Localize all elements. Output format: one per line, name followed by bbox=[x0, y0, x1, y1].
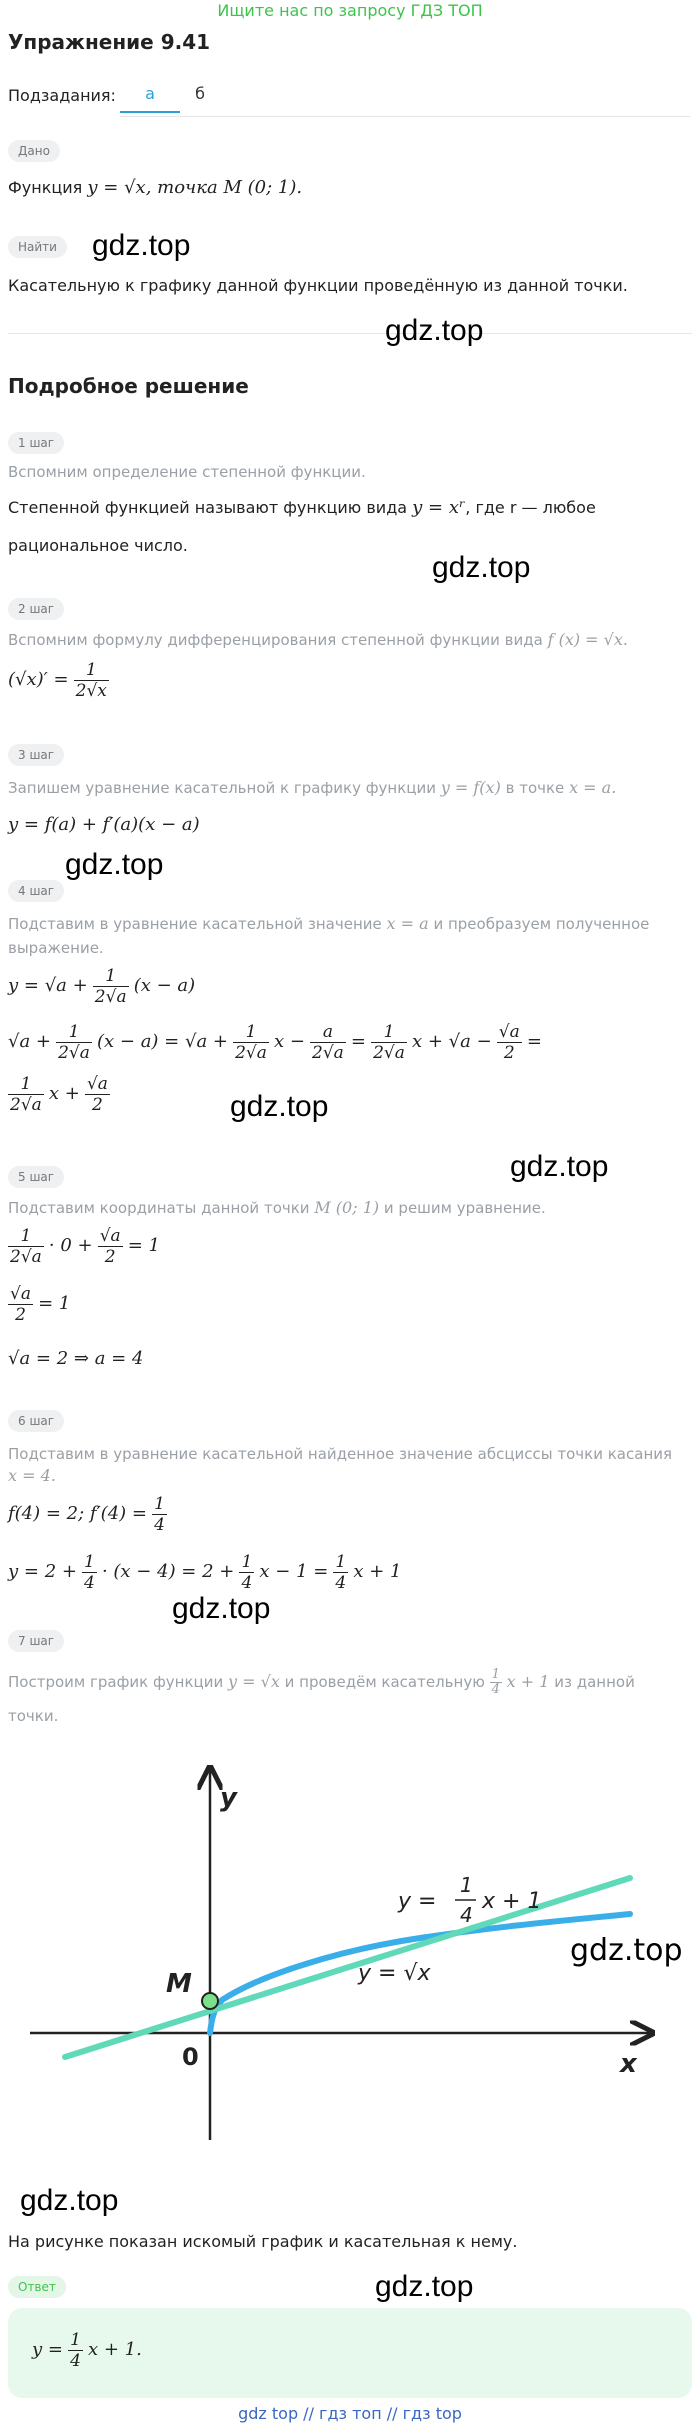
point-m bbox=[202, 1993, 218, 2009]
step-hint-mid: и проведём касательную bbox=[284, 1673, 485, 1691]
step-text bbox=[8, 496, 596, 520]
step-hint-text: Построим график функции bbox=[8, 1673, 224, 1691]
frac-den: 2√x bbox=[75, 681, 107, 701]
tangent-label-pre: y = bbox=[398, 1889, 437, 1914]
given-prefix: Функция bbox=[8, 178, 83, 197]
step-badge: 1 шаг bbox=[8, 432, 64, 454]
step-hint-tail: и преобразуем полученное bbox=[433, 915, 650, 933]
section-divider bbox=[8, 333, 692, 334]
step-hint-line2: точки. bbox=[8, 1707, 59, 1725]
step-hint-text: Подставим координаты данной точки bbox=[8, 1199, 310, 1217]
answer-badge: Ответ bbox=[8, 2276, 66, 2298]
given-statement bbox=[8, 176, 302, 200]
find-badge: Найти bbox=[8, 236, 67, 258]
step-math: y = xʳ bbox=[412, 497, 466, 518]
given-badge: Дано bbox=[8, 140, 60, 162]
equation-1: $\frac{1}{2√a}$ · 0 + $\frac{√a}{2}$ = 1 bbox=[10, 1226, 161, 1267]
tabs-divider bbox=[120, 116, 690, 117]
step-hint-math: x = a bbox=[386, 914, 429, 933]
given-point: , точка M (0; 1). bbox=[145, 177, 303, 198]
result-line: y = 2 + $\frac{1}{4}$ · (x − 4) = 2 + $\frac{1}{4}$ x − 1 = $\frac{1}{4}$ x + 1 bbox=[8, 1552, 402, 1593]
page-title: Упражнение 9.41 bbox=[8, 30, 211, 54]
step-badge: 5 шаг bbox=[8, 1166, 64, 1188]
step-hint-math: y = √x bbox=[228, 1672, 280, 1691]
watermark: gdz.top bbox=[172, 1592, 271, 1625]
step-hint-math2: x = a. bbox=[569, 778, 617, 797]
point-m-label: M bbox=[166, 1969, 192, 1999]
step-hint bbox=[8, 912, 649, 936]
step-hint-line2: выражение. bbox=[8, 939, 104, 957]
curve-label: y = √x bbox=[358, 1961, 431, 1986]
footer-links[interactable]: gdz top // гдз топ // гдз top bbox=[238, 2404, 462, 2423]
tangent-frac-num: 1 bbox=[460, 1873, 473, 1897]
step-text-line2: рациональное число. bbox=[8, 536, 188, 555]
watermark: gdz.top bbox=[510, 1150, 609, 1183]
equation-3: √a = 2 ⇒ a = 4 bbox=[8, 1348, 144, 1369]
subtasks-label: Подзадания: bbox=[8, 86, 116, 105]
tangent-equation: y = f(a) + f′(a)(x − a) bbox=[8, 814, 200, 835]
step-hint-math: x = 4. bbox=[8, 1466, 56, 1485]
equation-2: $\frac{√a}{2}$ = 1 bbox=[10, 1284, 71, 1325]
step-hint bbox=[8, 776, 616, 800]
tab-a[interactable]: а bbox=[120, 84, 180, 113]
step-badge: 7 шаг bbox=[8, 1630, 64, 1652]
substitution-line-3: $\frac{1}{2√a}$ x + $\frac{√a}{2}$ bbox=[10, 1074, 108, 1115]
formula-left: (√x)′ = bbox=[8, 669, 69, 690]
step-hint-mid: в точке bbox=[505, 779, 565, 797]
step-hint: Подставим в уравнение касательной найденное значение абсциссы точки касания bbox=[8, 1445, 673, 1463]
step-hint-text: Запишем уравнение касательной к графику функции bbox=[8, 779, 436, 797]
answer-pre: y = bbox=[32, 2339, 63, 2360]
values-line: f(4) = 2; f′(4) = $\frac{1}{4}$ bbox=[8, 1494, 165, 1535]
watermark: gdz.top bbox=[375, 2270, 474, 2303]
derivative-formula bbox=[8, 660, 109, 701]
step-hint: Построим график функции y = √x и проведём касательную $\frac{1}{4}$ x + 1 из данной bbox=[8, 1667, 635, 1697]
step-badge: 3 шаг bbox=[8, 744, 64, 766]
answer-box bbox=[8, 2308, 692, 2398]
fraction bbox=[74, 660, 109, 701]
watermark: gdz.top bbox=[570, 1933, 683, 1968]
find-text: Касательную к графику данной функции проведённую из данной точки. bbox=[8, 276, 628, 295]
tangent-line bbox=[65, 1878, 630, 2057]
answer-formula: y = $\frac{1}{4}$ x + 1. bbox=[32, 2330, 142, 2371]
function-graph bbox=[0, 1760, 700, 2170]
tangent-label-post: x + 1 bbox=[482, 1889, 542, 1914]
x-axis-label: x bbox=[620, 2049, 637, 2079]
step-hint-text: Подставим в уравнение касательной значение bbox=[8, 915, 382, 933]
step-hint-text: Вспомним формулу дифференцирования степенной функции вида bbox=[8, 631, 543, 649]
frac-num: 1 bbox=[74, 660, 109, 681]
step-hint bbox=[8, 1196, 546, 1220]
promo-link[interactable]: Ищите нас по запросу ГДЗ ТОП bbox=[217, 1, 483, 20]
given-function: y = √x bbox=[87, 177, 146, 198]
step-badge: 6 шаг bbox=[8, 1410, 64, 1432]
figure-caption: На рисунке показан искомый график и касательная к нему. bbox=[8, 2232, 518, 2251]
origin-label: 0 bbox=[182, 2043, 199, 2071]
watermark: gdz.top bbox=[432, 551, 531, 584]
watermark: gdz.top bbox=[65, 848, 164, 881]
watermark: gdz.top bbox=[230, 1090, 329, 1123]
watermark: gdz.top bbox=[92, 229, 191, 262]
step-badge: 2 шаг bbox=[8, 598, 64, 620]
step-text-tail: , где r — любое bbox=[465, 498, 596, 517]
step-hint-math: f (x) = √x. bbox=[547, 630, 628, 649]
solution-title: Подробное решение bbox=[8, 374, 249, 398]
step-badge: 4 шаг bbox=[8, 880, 64, 902]
watermark: gdz.top bbox=[385, 314, 484, 347]
step-hint bbox=[8, 628, 628, 652]
step-hint-math: y = f(x) bbox=[440, 778, 501, 797]
step-text-part: Степенной функцией называют функцию вида bbox=[8, 498, 408, 517]
tab-b[interactable]: б bbox=[195, 84, 205, 103]
tangent-frac-den: 4 bbox=[460, 1903, 473, 1927]
y-axis-label: y bbox=[220, 1783, 237, 1813]
step-hint-math: M (0; 1) bbox=[314, 1198, 380, 1217]
watermark: gdz.top bbox=[20, 2184, 119, 2217]
answer-post: x + 1. bbox=[88, 2339, 142, 2360]
step-hint-tail: и решим уравнение. bbox=[383, 1199, 546, 1217]
substitution-line-1: y = √a + $\frac{1}{2√a}$ (x − a) bbox=[8, 966, 196, 1007]
substitution-line-2: √a + $\frac{1}{2√a}$ (x − a) = √a + $\frac{1}{2√a}$ x − $\frac{a}{2√a}$ = $\frac{1}{2√a}$ x + √a − $\frac{√a}{2}$ = bbox=[8, 1022, 542, 1063]
step-hint-tail: из данной bbox=[554, 1673, 635, 1691]
step-hint: Вспомним определение степенной функции. bbox=[8, 463, 366, 481]
